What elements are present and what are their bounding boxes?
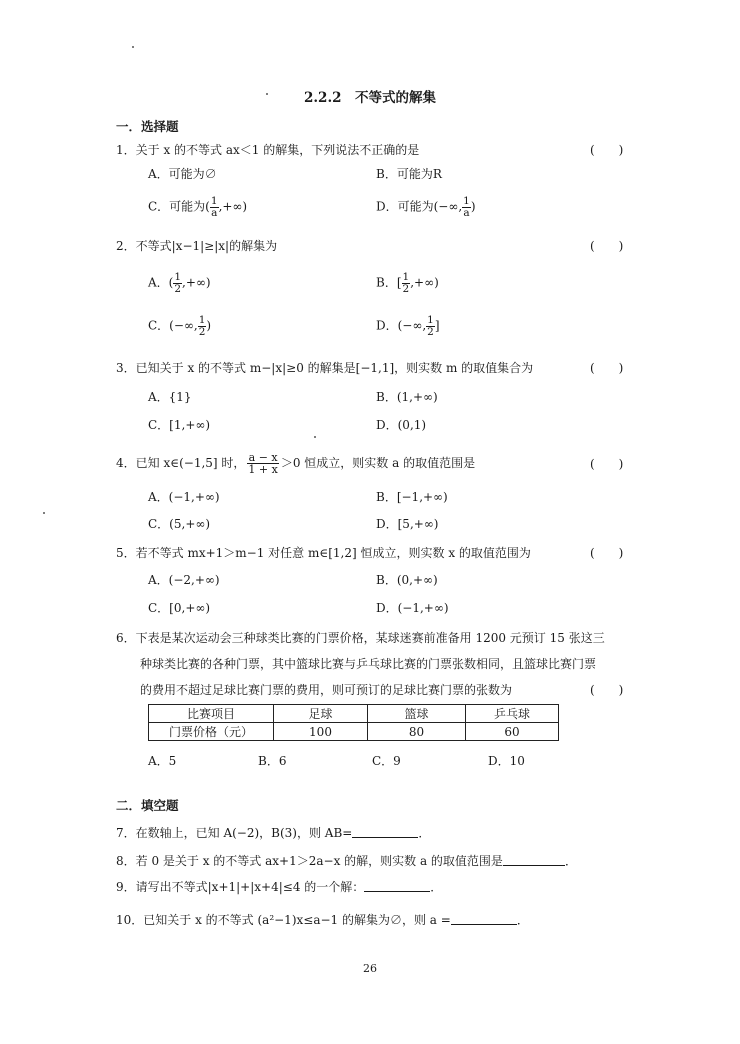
question-1-option-a: A．可能为∅ [148,167,217,181]
fraction: $\frac{1}{2}$ [402,271,410,295]
table-cell: 80 [368,723,466,741]
fraction: $\frac{1}{2}$ [174,271,182,295]
question-6-option-d: D．10 [488,754,525,768]
question-2-option-d: D．(−∞, $\frac{1}{2}$ ] [376,314,440,338]
fraction: $\frac{1}{2}$ [198,314,206,338]
question-7: 7．在数轴上，已知 A(−2)，B(3)，则 AB= ． [116,826,431,840]
scan-speck [43,512,45,514]
question-5-option-a: A．(−2,+∞) [148,573,220,587]
question-3-option-a: A．{1} [148,390,192,404]
question-4-stem: 4．已知 x∈(−1,5] 时， $\frac{a - x}{1 + x}$ ＞0 恒成立，则实数 a 的取值范围是 [116,451,476,476]
question-6-option-b: B．6 [258,754,287,768]
question-4-option-b: B．[−1,+∞) [376,490,448,504]
table-header-row [149,705,559,723]
question-3-answer-bracket: ( ) [590,361,624,375]
question-5-option-d: D．(−1,+∞) [376,601,449,615]
question-6-line-1: 6．下表是某次运动会三种球类比赛的门票价格，某球迷赛前准备用 1200 元预订 15 张这三 [116,631,605,645]
question-3-stem: 3．已知关于 x 的不等式 m−|x|≥0 的解集是[−1,1]，则实数 m 的取值集合为 [116,361,534,375]
answer-blank [352,826,418,838]
section-heading-multiple-choice: 一．选择题 [116,119,179,134]
page-number: 26 [363,962,377,975]
question-1-stem: 1．关于 x 的不等式 ax＜1 的解集，下列说法不正确的是 [116,143,420,157]
answer-blank [364,880,430,892]
table-header-cell: 篮球 [368,705,466,723]
question-2-option-a: A．( $\frac{1}{2}$ ,+∞) [148,271,211,295]
question-3-option-d: D．(0,1) [376,418,427,432]
question-10: 10．已知关于 x 的不等式 (a²−1)x≤a−1 的解集为∅，则 a = ． [116,913,529,927]
table-header-cell: 比赛项目 [149,705,274,723]
question-6-option-c: C．9 [372,754,401,768]
question-5-stem: 5．若不等式 mx+1＞m−1 对任意 m∈[1,2] 恒成立，则实数 x 的取值范围为 [116,546,531,560]
table-cell: 60 [466,723,559,741]
table-cell: 门票价格（元） [149,723,274,741]
question-5-option-c: C．[0,+∞) [148,601,211,615]
question-1-option-b: B．可能为R [376,167,442,181]
question-5-answer-bracket: ( ) [590,546,624,560]
question-1-option-d: D．可能为(−∞, $\frac{1}{a}$ ) [376,195,476,219]
question-3-option-c: C．[1,+∞) [148,418,211,432]
question-4-option-d: D．[5,+∞) [376,517,439,531]
question-2-stem: 2．不等式|x−1|≥|x|的解集为 [116,239,278,253]
question-5-option-b: B．(0,+∞) [376,573,438,587]
question-1-answer-bracket: ( ) [590,143,624,157]
answer-blank [503,854,565,866]
table-row [149,723,559,741]
question-6-line-3: 的费用不超过足球比赛门票的费用，则可预订的足球比赛门票的张数为 [140,683,513,697]
scan-speck [132,46,134,48]
question-4-option-a: A．(−1,+∞) [148,490,220,504]
scan-speck [314,436,316,438]
question-9: 9．请写出不等式|x+1|+|x+4|≤4 的一个解： ． [116,880,443,894]
table-header-cell: 足球 [274,705,368,723]
question-6-option-a: A．5 [148,754,177,768]
fraction: $\frac{a - x}{1 + x}$ [248,451,278,476]
question-2-answer-bracket: ( ) [590,239,624,253]
ticket-price-table [148,704,559,741]
fraction: $\frac{1}{2}$ [427,314,434,338]
question-4-option-c: C．(5,+∞) [148,517,211,531]
question-8: 8．若 0 是关于 x 的不等式 ax+1＞2a−x 的解，则实数 a 的取值范围是 ． [116,854,577,868]
question-2-option-c: C．(−∞, $\frac{1}{2}$ ) [148,314,212,338]
answer-blank [451,913,517,925]
question-6-answer-bracket: ( ) [590,683,624,697]
question-1-option-c: C．可能为( $\frac{1}{a}$ ,+∞) [148,195,248,219]
section-heading-fill-in: 二．填空题 [116,798,179,813]
fraction: $\frac{1}{a}$ [210,195,218,219]
question-6-line-2: 种球类比赛的各种门票，其中篮球比赛与乒乓球比赛的门票张数相同，且篮球比赛门票 [140,657,597,671]
table-cell: 100 [274,723,368,741]
question-4-answer-bracket: ( ) [590,457,624,471]
question-2-option-b: B．[ $\frac{1}{2}$ ,+∞) [376,271,439,295]
table-header-cell: 乒乓球 [466,705,559,723]
fraction: $\frac{1}{a}$ [463,195,470,219]
question-3-option-b: B．(1,+∞) [376,390,438,404]
page-title: 2.2.2 不等式的解集 [303,90,437,106]
scan-speck [266,93,268,95]
